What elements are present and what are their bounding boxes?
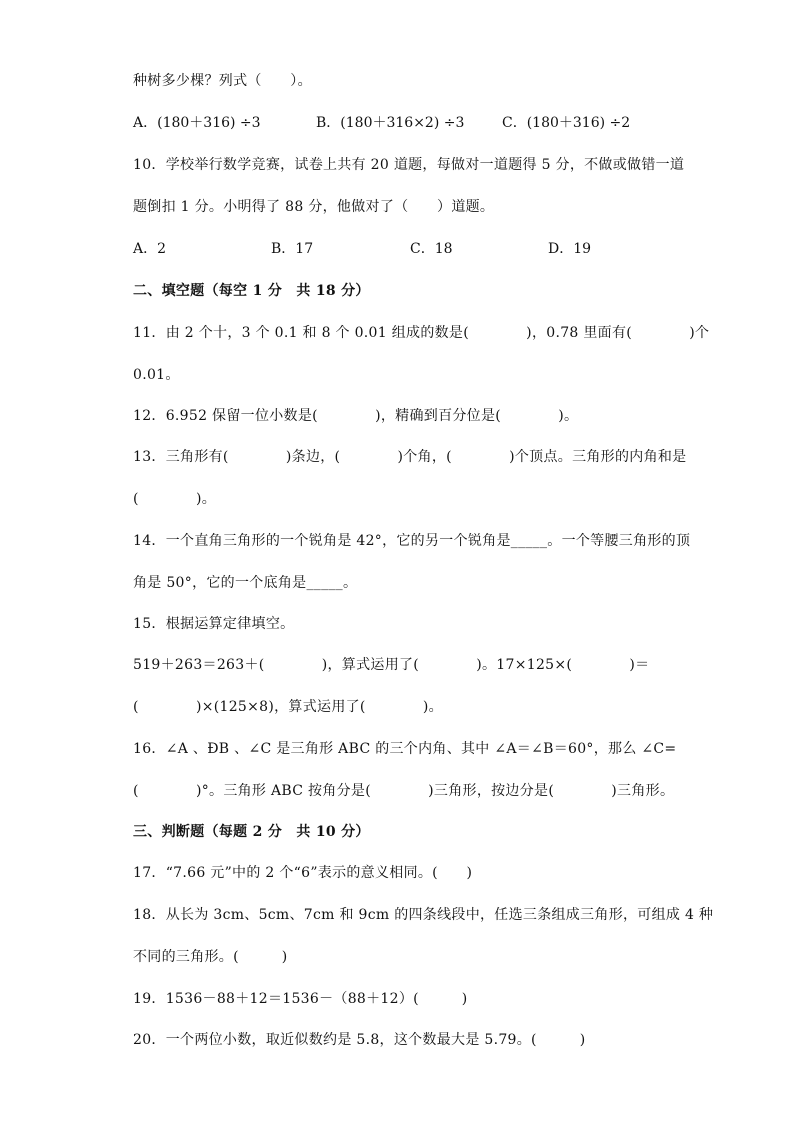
q20: 20．一个两位小数，取近似数约是 5.8，这个数最大是 5.79。( ): [133, 1032, 586, 1048]
q19: 19．1536－88＋12＝1536－（88＋12）( ): [133, 991, 468, 1007]
section-fill-in-heading: 二、填空题（每空 1 分 共 18 分）: [133, 283, 370, 299]
q11-line2: 0.01。: [133, 367, 180, 383]
section-judge-heading: 三、判断题（每题 2 分 共 10 分）: [133, 824, 370, 840]
q18-line1: 18．从长为 3cm、5cm、7cm 和 9cm 的四条线段中，任选三条组成三角形，可组成 4 种: [133, 907, 714, 923]
q10-option-a: A．2: [133, 241, 167, 257]
q15-stem: 15．根据运算定律填空。: [133, 616, 295, 632]
q14-line1: 14．一个直角三角形的一个锐角是 42°，它的另一个锐角是_____。一个等腰三角形的顶: [133, 533, 691, 549]
q9-option-b: B．(180＋316×2) ÷3: [316, 115, 465, 131]
q9-option-a: A．(180＋316) ÷3: [133, 115, 261, 131]
q9-option-c: C．(180＋316) ÷2: [502, 115, 631, 131]
q17: 17．“7.66 元”中的 2 个“6”表示的意义相同。( ): [133, 865, 473, 881]
q16-line2: ( )°。三角形 ABC 按角分是( )三角形，按边分是( )三角形。: [133, 783, 675, 799]
q18-line2: 不同的三角形。( ): [133, 949, 288, 965]
q16-line1: 16．∠A 、ÐB 、∠C 是三角形 ABC 的三个内角、其中 ∠A＝∠B＝60°，那么 ∠C=: [133, 741, 677, 757]
q13-line1: 13．三角形有( )条边，( )个角，( )个顶点。三角形的内角和是: [133, 449, 687, 465]
q14-line2: 角是 50°，它的一个底角是_____。: [133, 575, 358, 591]
q9-stem-tail: 种树多少棵？列式（ ）。: [133, 73, 312, 89]
q10-option-b: B．17: [271, 241, 314, 257]
q10-stem-line2: 题倒扣 1 分。小明得了 88 分，他做对了（ ）道题。: [133, 199, 495, 215]
q10-option-d: D．19: [548, 241, 592, 257]
q12: 12．6.952 保留一位小数是( )，精确到百分位是( )。: [133, 408, 579, 424]
q10-option-c: C．18: [410, 241, 453, 257]
q11-line1: 11．由 2 个十，3 个 0.1 和 8 个 0.01 组成的数是( )，0.78 里面有( )个: [133, 325, 710, 341]
q13-line2: ( )。: [133, 491, 217, 507]
q15-line3: ( )×(125×8)，算式运用了( )。: [133, 699, 443, 715]
q10-stem-line1: 10．学校举行数学竞赛，试卷上共有 20 道题，每做对一道题得 5 分，不做或做错一道: [133, 157, 685, 173]
q15-line2: 519＋263＝263＋( )，算式运用了( )。17×125×( )＝: [133, 657, 650, 673]
